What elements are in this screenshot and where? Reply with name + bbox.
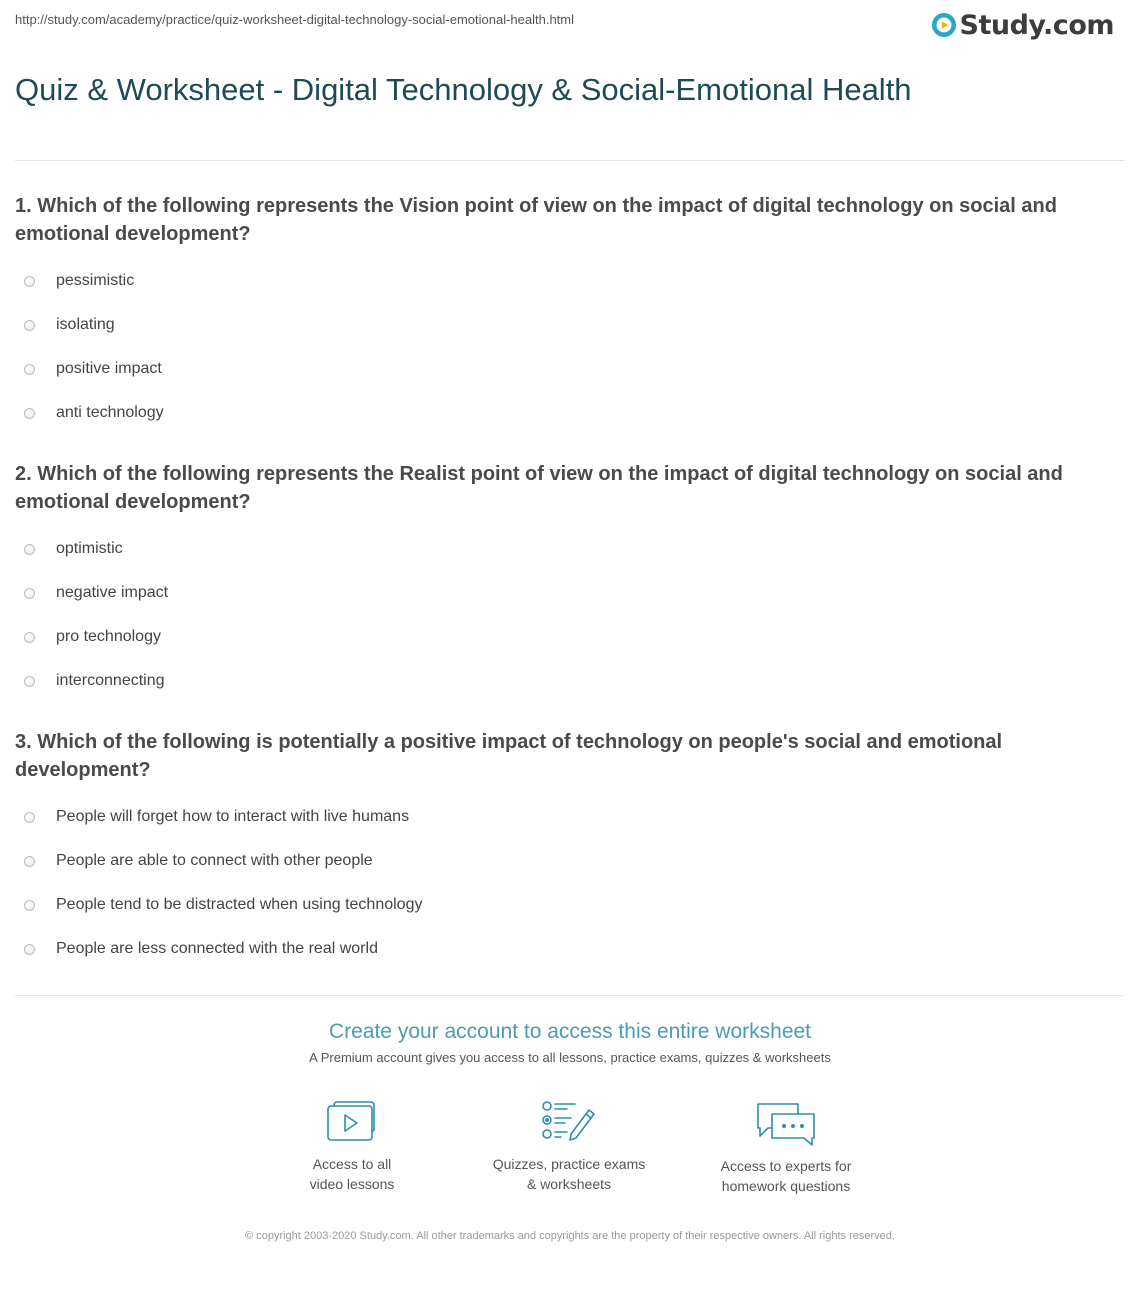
feature-line: Access to experts for: [720, 1158, 852, 1174]
radio-button[interactable]: [24, 588, 35, 599]
radio-button[interactable]: [24, 856, 35, 867]
question-text: 3. Which of the following is potentially a positive impact of technology on people's social and emotional development?: [15, 731, 1003, 781]
feature-quizzes: [479, 1100, 659, 1194]
answer-option[interactable]: [15, 527, 1125, 571]
answer-option[interactable]: [15, 303, 1125, 347]
page-title: Quiz & Worksheet - Digital Technology & Social-Emotional Health: [15, 72, 912, 107]
answer-label: People are able to connect with other people: [56, 852, 373, 869]
quiz-checklist-icon: [541, 1100, 597, 1144]
question-3: [15, 728, 1125, 971]
radio-button[interactable]: [24, 408, 35, 419]
feature-line: video lessons: [309, 1176, 395, 1192]
feature-label: [262, 1154, 442, 1194]
answer-option[interactable]: [15, 659, 1125, 703]
answer-option[interactable]: [15, 259, 1125, 303]
answer-option[interactable]: [15, 571, 1125, 615]
answer-label: negative impact: [56, 584, 169, 601]
answer-label: People are less connected with the real world: [56, 940, 378, 957]
feature-label: [479, 1154, 659, 1194]
cta-subtitle: A Premium account gives you access to all lessons, practice exams, quizzes & worksheets: [309, 1050, 831, 1065]
radio-button[interactable]: [24, 900, 35, 911]
answer-option[interactable]: [15, 347, 1125, 391]
answer-option[interactable]: [15, 839, 1125, 883]
radio-button[interactable]: [24, 632, 35, 643]
answer-label: interconnecting: [56, 672, 165, 689]
signup-cta: [0, 1018, 1140, 1065]
radio-button[interactable]: [24, 812, 35, 823]
answer-label: pessimistic: [56, 272, 135, 289]
answer-label: People tend to be distracted when using technology: [56, 896, 423, 913]
feature-line: Access to all: [312, 1156, 392, 1172]
feature-experts: [696, 1100, 876, 1196]
question-text: 1. Which of the following represents the Vision point of view on the impact of digital technology on social and emotional development?: [15, 195, 1057, 245]
answer-option[interactable]: [15, 615, 1125, 659]
cta-divider: [15, 995, 1125, 996]
radio-button[interactable]: [24, 276, 35, 287]
question-2: [15, 460, 1125, 703]
answer-list: [15, 527, 1125, 703]
answer-option[interactable]: [15, 927, 1125, 971]
answer-label: optimistic: [56, 540, 123, 557]
radio-button[interactable]: [24, 544, 35, 555]
page-url: http://study.com/academy/practice/quiz-worksheet-digital-technology-social-emotional-health.html: [15, 12, 575, 27]
video-lessons-icon: [326, 1100, 378, 1144]
feature-line: & worksheets: [526, 1176, 612, 1192]
answer-label: People will forget how to interact with live humans: [56, 808, 410, 825]
answer-label: isolating: [56, 316, 115, 333]
answer-option[interactable]: [15, 391, 1125, 435]
answer-label: pro technology: [56, 628, 161, 645]
chat-bubbles-icon: [754, 1100, 818, 1146]
radio-button[interactable]: [24, 944, 35, 955]
play-circle-icon: [931, 12, 957, 38]
radio-button[interactable]: [24, 364, 35, 375]
answer-option[interactable]: [15, 883, 1125, 927]
premium-features: [0, 1100, 1140, 1210]
title-divider: [15, 160, 1125, 161]
study-logo[interactable]: [931, 8, 1114, 42]
logo-text: Study.com: [959, 9, 1114, 41]
answer-label: positive impact: [56, 360, 162, 377]
feature-line: homework questions: [721, 1178, 851, 1194]
feature-label: [696, 1156, 876, 1196]
question-1: [15, 192, 1125, 435]
answer-label: anti technology: [56, 404, 164, 421]
answer-list: [15, 259, 1125, 435]
cta-title-link[interactable]: Create your account to access this entire worksheet: [328, 1020, 812, 1043]
answer-option[interactable]: [15, 795, 1125, 839]
copyright-footer: © copyright 2003-2020 Study.com. All other trademarks and copyrights are the property of their respective owners. All rights reserved.: [245, 1230, 895, 1242]
question-text: 2. Which of the following represents the Realist point of view on the impact of digital technology on social and emotional development?: [15, 463, 1063, 513]
feature-line: Quizzes, practice exams: [492, 1156, 646, 1172]
feature-video-lessons: [262, 1100, 442, 1194]
answer-list: [15, 795, 1125, 971]
radio-button[interactable]: [24, 676, 35, 687]
radio-button[interactable]: [24, 320, 35, 331]
